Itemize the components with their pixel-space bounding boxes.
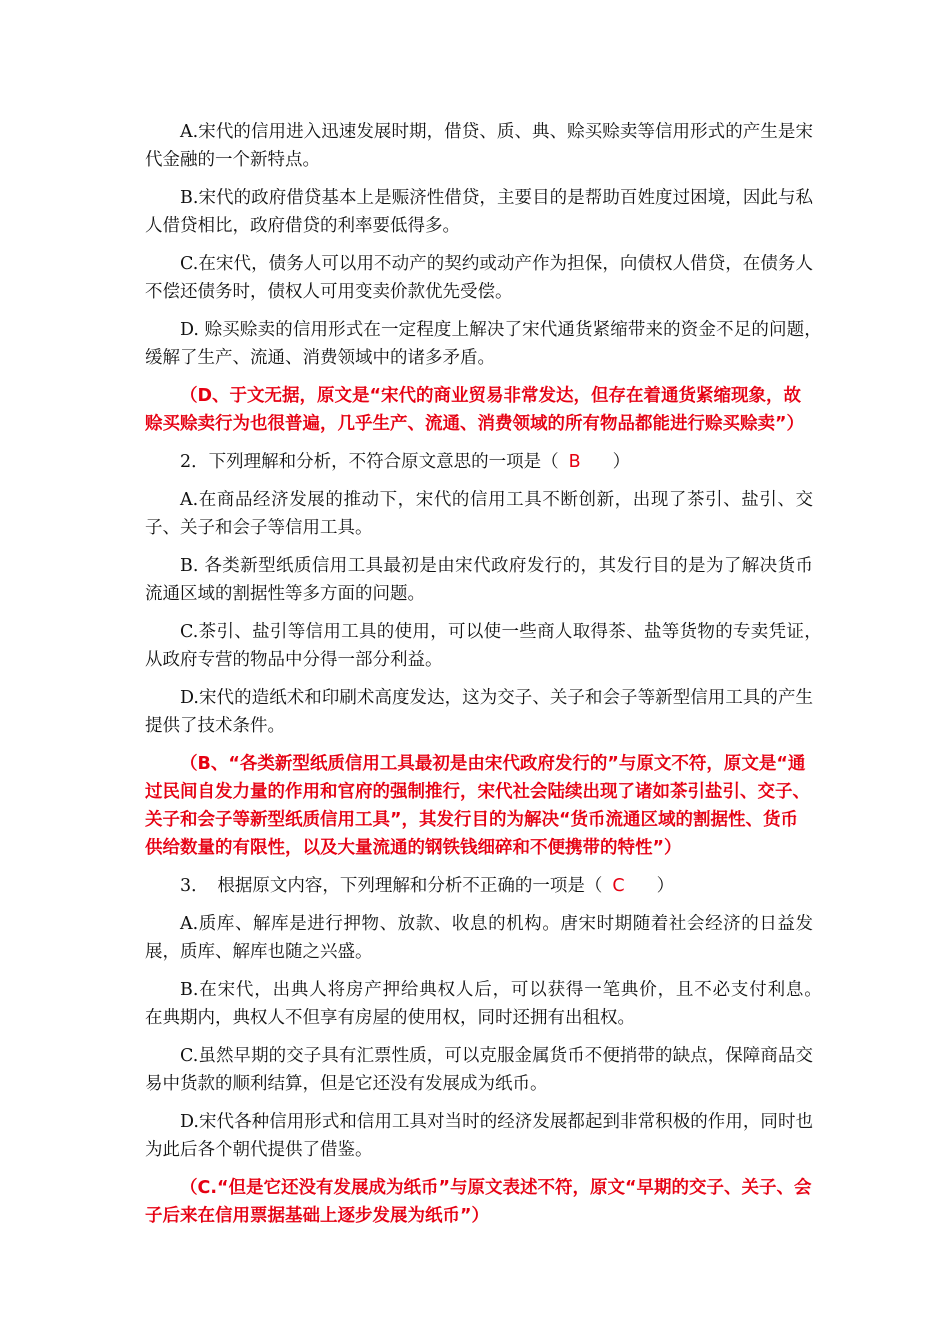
q1-option-a: A.宋代的信用进入迅速发展时期，借贷、质、典、赊买赊卖等信用形式的产生是宋代金融的一个新特点。 (145, 122, 813, 170)
q3-explanation: （C.“但是它还没有发展成为纸币”与原文表述不符，原文“早期的交子、关子、会子后来在信用票据基础上逐步发展为纸币”） (145, 1178, 812, 1226)
q1-explanation: （D、于文无据，原文是“宋代的商业贸易非常发达，但存在着通货紧缩现象，故赊买赊卖行为也很普遍，几乎生产、流通、消费领域的所有物品都能进行赊买赊卖”） (145, 386, 804, 434)
q2-stem-text: 2．下列理解和分析，不符合原文意思的一项是（ (180, 452, 559, 472)
q2-stem (145, 448, 813, 476)
q3-option-d: D.宋代各种信用形式和信用工具对当时的经济发展都起到非常积极的作用，同时也为此后各个朝代提供了借鉴。 (145, 1112, 813, 1160)
q3-stem-text: 3． 根据原文内容，下列理解和分析不正确的一项是（ (180, 876, 603, 896)
q2-option-b: B. 各类新型纸质信用工具最初是由宋代政府发行的，其发行目的是为了解决货币流通区域的割据性等多方面的问题。 (145, 556, 813, 604)
q2-option-d: D.宋代的造纸术和印刷术高度发达，这为交子、关子和会子等新型信用工具的产生提供了技术条件。 (145, 688, 813, 736)
q2-option-c: C.茶引、盐引等信用工具的使用，可以使一些商人取得茶、盐等货物的专卖凭证， 从政府专营的物品中分得一部分利益。 (145, 622, 831, 670)
q3-option-a: A.质库、解库是进行押物、放款、收息的机构。唐宋时期随着社会经济的日益发展，质库、解库也随之兴盛。 (145, 914, 813, 962)
document-page (145, 118, 831, 1240)
q3-stem-close: ） (656, 876, 675, 896)
q3-answer: C (612, 876, 625, 896)
q1-option-b: B.宋代的政府借贷基本上是赈济性借贷，主要目的是帮助百姓度过困境，因此与私 人借贷相比，政府借贷的利率要低得多。 (145, 188, 831, 236)
q3-option-c: C.虽然早期的交子具有汇票性质，可以克服金属货币不便捎带的缺点，保障商品交易中货款的顺利结算，但是它还没有发展成为纸币。 (145, 1046, 813, 1094)
q1-option-d: D. 赊买赊卖的信用形式在一定程度上解决了宋代通货紧缩带来的资金不足的问题， 缓解了生产、流通、消费领域中的诸多矛盾。 (145, 320, 831, 368)
q2-option-a: A.在商品经济发展的推动下，宋代的信用工具不断创新，出现了茶引、盐引、交子、关子和会子等信用工具。 (145, 490, 813, 538)
q2-explanation: （B、“各类新型纸质信用工具最初是由宋代政府发行的”与原文不符，原文是“通过民间自发力量的作用和官府的强制推行，宋代社会陆续出现了诸如茶引盐引、交子、关子和会子等新型纸质信用工具”，其发行目的为解决“货币流通区域的割据性、货币供给数量的有限性，以及大量流通的钢铁钱细碎和不便携带的特性”） (145, 754, 810, 858)
q3-option-b: B.在宋代，出典人将房产押给典权人后，可以获得一笔典价，且不必支付利息。 在典期内，典权人不但享有房屋的使用权，同时还拥有出租权。 (145, 980, 831, 1028)
q1-option-c: C.在宋代，债务人可以用不动产的契约或动产作为担保，向债权人借贷，在债务人 不偿还债务时，债权人可用变卖价款优先受偿。 (145, 254, 831, 302)
q2-stem-close: ） (612, 452, 631, 472)
q2-answer: B (568, 452, 581, 472)
q3-stem (145, 872, 813, 900)
